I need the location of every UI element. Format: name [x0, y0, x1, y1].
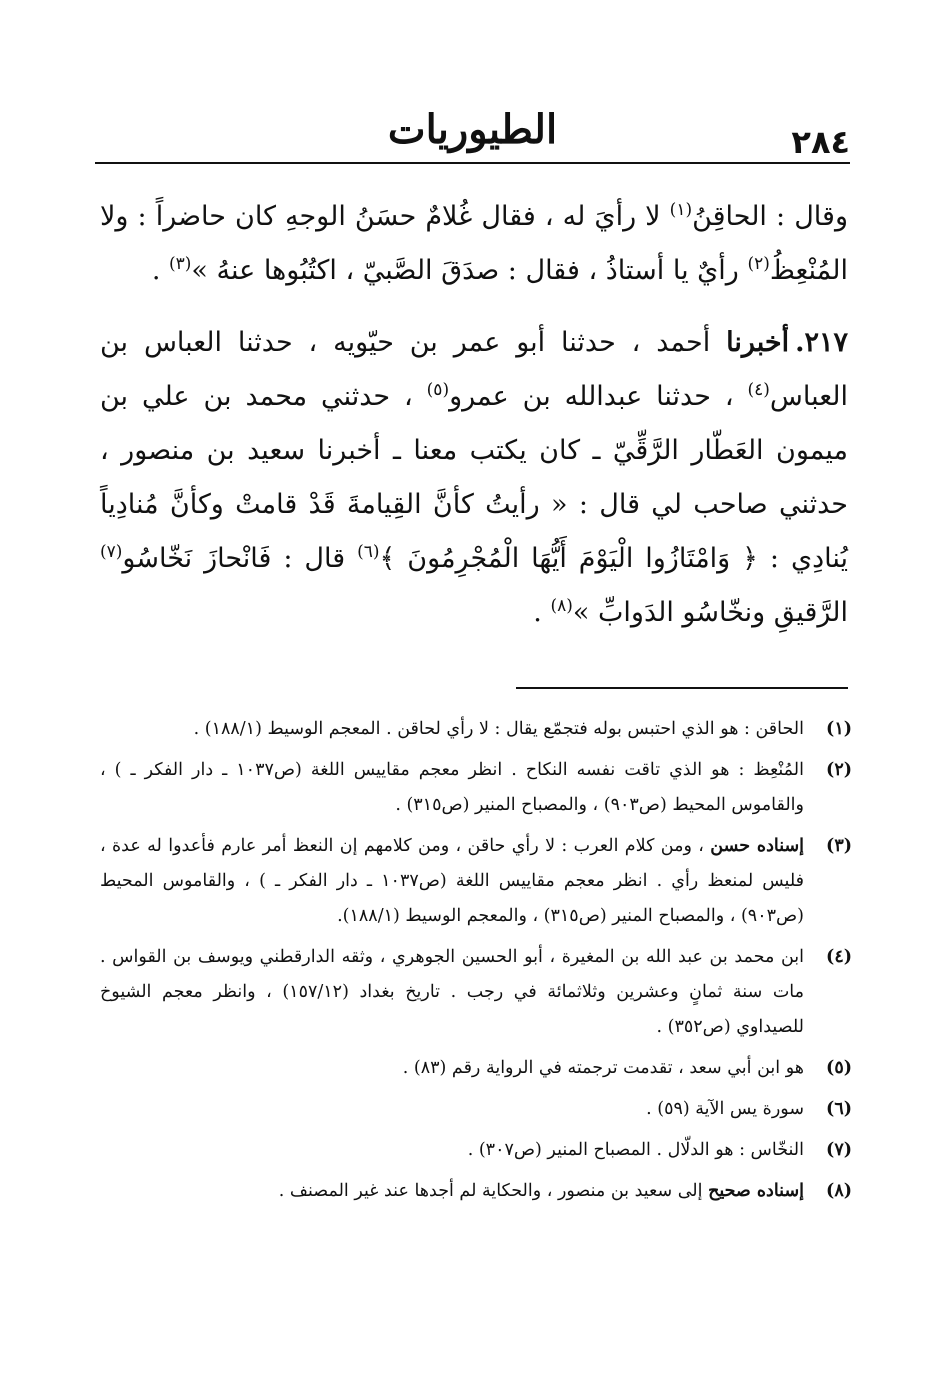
- footnote-item: [100, 1133, 852, 1168]
- footnote-number: (٢): [826, 760, 852, 780]
- footnote-item: [100, 753, 852, 823]
- footnote-separator: [516, 687, 848, 689]
- main-text: [100, 190, 848, 640]
- footnote-lead: إسناده صحيح: [708, 1181, 804, 1201]
- paragraph-continued: [100, 190, 848, 298]
- footnote-item: [100, 1051, 852, 1086]
- text-run: وقال : الحاقِنُ: [692, 201, 848, 232]
- header-rule: [95, 162, 850, 164]
- footnotes: [100, 712, 852, 1215]
- footnote-number: (٧): [826, 1140, 852, 1160]
- footnote-ref[interactable]: (٦): [357, 542, 380, 562]
- page-number: ٢٨٤: [791, 123, 850, 161]
- footnote-ref[interactable]: (٧): [100, 542, 123, 562]
- footnote-ref[interactable]: (٤): [747, 380, 770, 400]
- footnote-text: هو ابن أبي سعد ، تقدمت ترجمته في الرواية رقم (٨٣) .: [402, 1058, 804, 1078]
- running-title: الطيوريات: [387, 106, 558, 153]
- narration-number: ٢١٧.: [795, 327, 848, 358]
- footnote-ref[interactable]: (٥): [426, 380, 450, 400]
- footnote-number: (٣): [826, 836, 852, 856]
- footnote-ref[interactable]: (٣): [168, 254, 192, 274]
- footnote-text: ابن محمد بن عبد الله بن المغيرة ، أبو الحسين الجوهري ، وثقه الدارقطني ويوسف بن القواس . مات سنة ثمانٍ وعشرين وثلاثمائة في رجب . تاريخ بغداد (١٥٧/١٢) ، وانظر معجم الشيوخ للصيداوي (ص٣٥٢) .: [100, 947, 804, 1037]
- footnote-number: (٥): [826, 1058, 852, 1078]
- footnote-ref[interactable]: (٢): [747, 254, 770, 274]
- footnote-number: (١): [826, 719, 852, 739]
- footnote-ref[interactable]: (٨): [550, 596, 573, 616]
- text-run: .: [151, 255, 169, 286]
- text-run: ، حدثنا عبدالله بن عمرو: [449, 381, 748, 412]
- footnote-item: [100, 712, 852, 747]
- page-header: [95, 98, 850, 164]
- text-run: رأيٌ يا أستاذُ ، فقال : صدَقَ الصَّبيّ ، اكتُبُوها عنهُ »: [191, 255, 748, 286]
- footnote-item: [100, 1092, 852, 1127]
- footnote-number: (٨): [826, 1181, 852, 1201]
- footnote-text: سورة يس الآية (٥٩) .: [646, 1099, 804, 1119]
- footnote-item: [100, 829, 852, 934]
- footnote-item: [100, 1174, 852, 1209]
- text-run: لا رأيَ له ، فقال غُلامٌ حسَنُ الوجهِ كان حاضراً : ولا المُنْعِظُ: [100, 201, 848, 286]
- footnote-ref[interactable]: (١): [669, 200, 693, 220]
- footnote-text: الحاقن : هو الذي احتبس بوله فتجمّع يقال : لا رأي لحاقن . المعجم الوسيط (١٨٨/١) .: [193, 719, 804, 739]
- footnote-number: (٦): [826, 1099, 852, 1119]
- footnote-text: ، ومن كلام العرب : لا رأي حاقن ، ومن كلامهم إن النعظ أمر عارم فأعدوا له عدة ، فليس لمنعظ رأي . انظر معجم مقاييس اللغة (ص١٠٣٧ ـ دار الفكر ـ ) ، والقاموس المحيط (ص٩٠٣) ، والمصباح المنير (ص٣١٥) ، والمعجم الوسيط (١٨٨/١).: [100, 836, 805, 926]
- footnote-text: النخّاس : هو الدلّال . المصباح المنير (ص٣٠٧) .: [467, 1140, 804, 1160]
- footnote-number: (٤): [826, 947, 852, 967]
- text-run: قال : فَانْحازَ نَخّاسُو: [122, 543, 358, 574]
- footnote-text: المُنْعِظ : هو الذي تاقت نفسه النكاح . انظر معجم مقاييس اللغة (ص١٠٣٧ ـ دار الفكر ـ ) ، والقاموس المحيط (ص٩٠٣) ، والمصباح المنير (ص٣١٥) .: [100, 760, 804, 815]
- text-run: ، حدثني محمد بن علي بن ميمون العَطّار الرَّقِّيّ ـ كان يكتب معنا ـ أخبرنا سعيد بن منصور ، حدثني صاحب لي قال : « رأيتُ كأنَّ القِيامةَ قَدْ قامتْ وكأنَّ مُنادِياً يُنادِي : ﴿ وَامْتَازُوا الْيَوْمَ أَيُّهَا الْمُجْرِمُونَ ﴾: [100, 381, 848, 574]
- text-run: .: [533, 597, 551, 628]
- text-run: الرَّقيقِ ونخّاسُو الدَوابِّ »: [572, 597, 848, 628]
- footnote-lead: إسناده حسن: [710, 836, 804, 856]
- footnote-text: إلى سعيد بن منصور ، والحكاية لم أجدها عند غير المصنف .: [278, 1181, 709, 1201]
- text-run: أحمد ، حدثنا أبو عمر بن حيّويه ، حدثنا العباس بن العباس: [100, 327, 848, 412]
- footnote-item: [100, 940, 852, 1045]
- narration-lead: أخبرنا: [726, 327, 790, 358]
- narration-217: [100, 316, 848, 640]
